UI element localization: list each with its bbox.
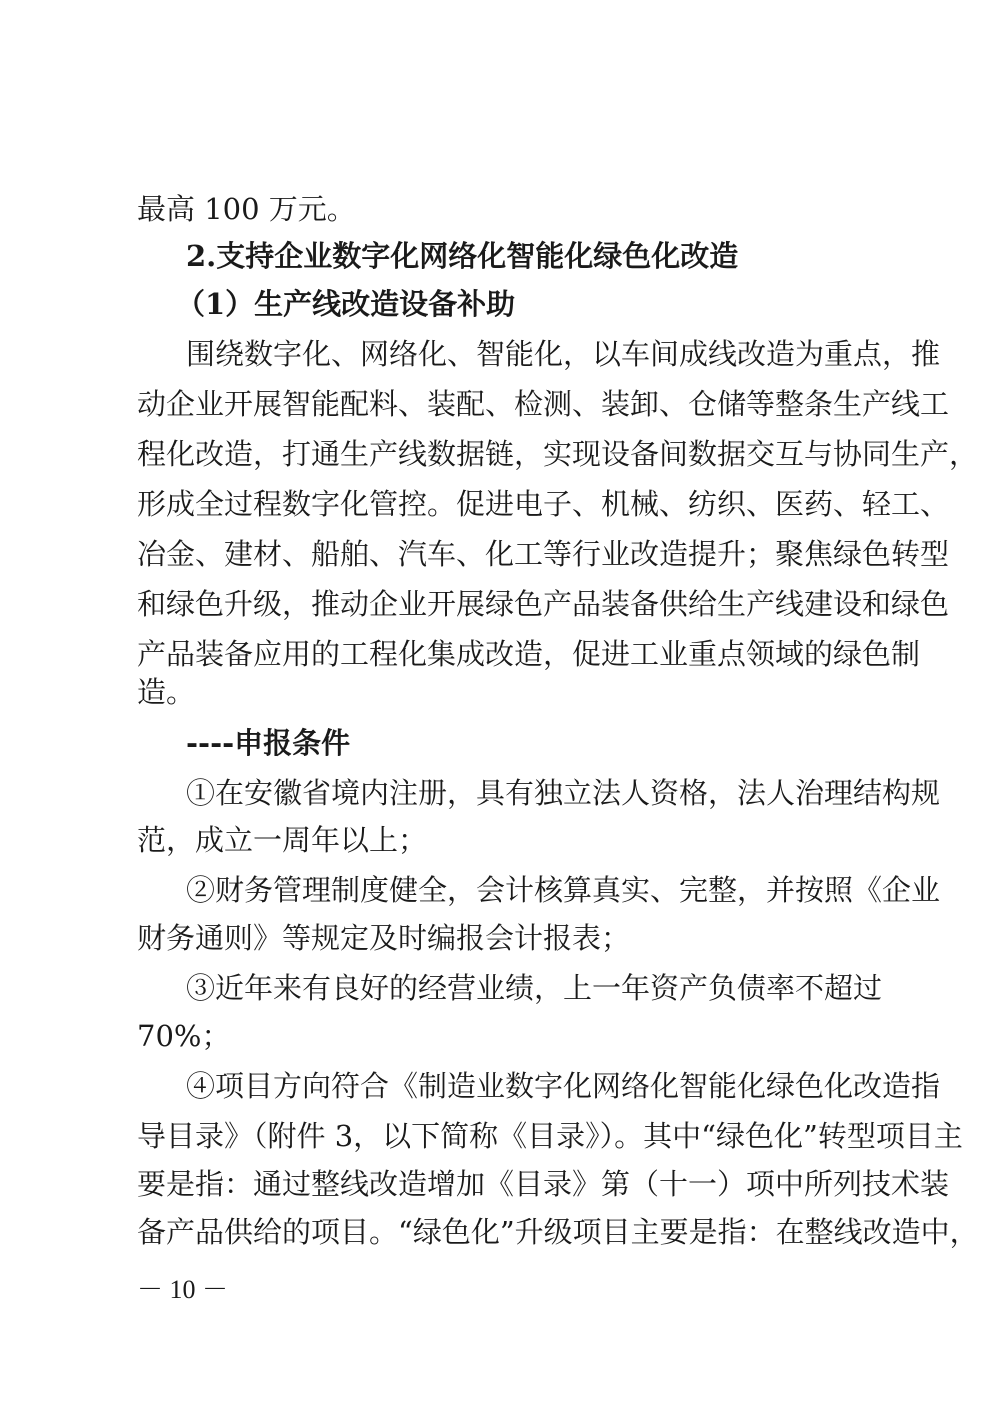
condition-4-line: 导目录》（附件 3，以下简称《目录》）。其中“绿色化”转型项目主: [137, 1119, 963, 1153]
condition-1-line: ①在安徽省境内注册，具有独立法人资格，法人治理结构规: [186, 776, 941, 810]
body-text-line: 围绕数字化、网络化、智能化，以车间成线改造为重点，推: [186, 337, 941, 371]
conditions-heading: ----申报条件: [186, 726, 351, 760]
body-text-line: 造。: [137, 675, 196, 709]
body-text-line: 产品装备应用的工程化集成改造，促进工业重点领域的绿色制: [137, 637, 921, 671]
condition-1-line: 范，成立一周年以上；: [137, 823, 428, 857]
condition-4-line: 备产品供给的项目。“绿色化”升级项目主要是指：在整线改造中，: [137, 1215, 979, 1249]
subsection-heading: （1）生产线改造设备补助: [176, 287, 516, 321]
page-number: － 10 －: [137, 1275, 229, 1304]
body-text-line: 冶金、建材、船舶、汽车、化工等行业改造提升；聚焦绿色转型: [137, 537, 950, 571]
body-text-line: 形成全过程数字化管控。促进电子、机械、纺织、医药、轻工、: [137, 487, 950, 521]
body-text-line: 程化改造，打通生产线数据链，实现设备间数据交互与协同生产，: [137, 437, 979, 471]
section-heading: 2.支持企业数字化网络化智能化绿色化改造: [186, 239, 739, 273]
paragraph-continuation-line: 最高 100 万元。: [137, 192, 356, 226]
body-text-line: 动企业开展智能配料、装配、检测、装卸、仓储等整条生产线工: [137, 387, 950, 421]
condition-2-line: 财务通则》等规定及时编报会计报表；: [137, 921, 631, 955]
condition-2-line: ②财务管理制度健全，会计核算真实、完整，并按照《企业: [186, 873, 941, 907]
condition-3-line: ③近年来有良好的经营业绩，上一年资产负债率不超过: [186, 971, 883, 1005]
body-text-line: 和绿色升级，推动企业开展绿色产品装备供给生产线建设和绿色: [137, 587, 950, 621]
condition-4-line: ④项目方向符合《制造业数字化网络化智能化绿色化改造指: [186, 1069, 941, 1103]
condition-3-line: 70%；: [137, 1019, 231, 1053]
condition-4-line: 要是指：通过整线改造增加《目录》第（十一）项中所列技术装: [137, 1167, 950, 1201]
